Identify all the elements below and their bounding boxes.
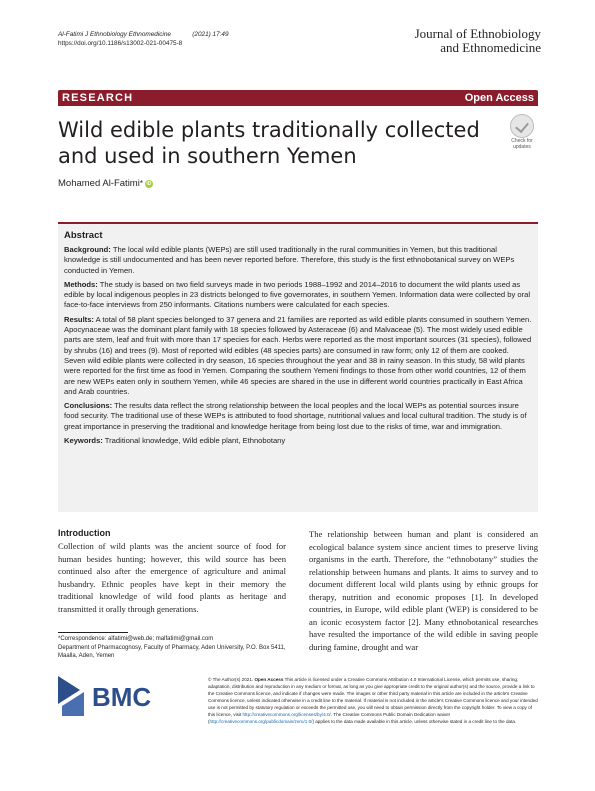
- check-for-updates-button[interactable]: [507, 114, 537, 152]
- methods-text: The study is based on two field surveys made in two periods 1988–1992 and 2014–2016 to document the wild plants used as edible by local indigenous peoples in 23 districts belonged to five governorates, in southern Yemen. Information data were collected by oral face-to-face interviews from 250 informants. Citations numbers were calculated for each species.: [64, 279, 531, 310]
- corresponding-mark: *: [139, 179, 143, 188]
- footnote: [58, 635, 288, 661]
- check-icon: [510, 114, 534, 138]
- journal-line2: and Ethnomedicine: [440, 40, 541, 55]
- abstract-heading: Abstract: [64, 230, 103, 241]
- bmc-logo-icon: [58, 676, 168, 716]
- check-updates-line1: Check for: [511, 138, 533, 144]
- introduction-heading: Introduction: [58, 528, 111, 538]
- correspondence-line: *Correspondence: alfatimi@web.de; malfatimi@gmail.com: [58, 636, 214, 642]
- abstract-box: [58, 222, 538, 512]
- conclusions-label: Conclusions:: [64, 401, 113, 411]
- author-line: [58, 178, 153, 189]
- affiliation-line: Department of Pharmacognosy, Faculty of Pharmacy, Aden University, P.O. Box 5411, Maalla, Aden, Yemen: [58, 644, 286, 659]
- license-link-cc-by[interactable]: http://creativecommons.org/licenses/by/4.0/: [242, 712, 331, 717]
- license-body-3: ) applies to the data made available in this article, unless otherwise stated in a credit line to the data.: [312, 719, 517, 724]
- open-access-label: Open Access: [464, 92, 534, 104]
- journal-line1: Journal of Ethnobiology: [414, 26, 541, 41]
- right-column: [309, 528, 538, 653]
- section-banner: [58, 90, 538, 106]
- journal-citation: Al-Fatimi J Ethnobiology Ethnomedicine: [58, 31, 171, 38]
- bmc-logo-text: BMC: [92, 682, 152, 712]
- license-text: [208, 676, 538, 725]
- check-updates-line2: updates: [513, 144, 531, 150]
- citation-line: [58, 30, 229, 39]
- bmc-logo: [58, 676, 168, 716]
- author-name[interactable]: Mohamed Al-Fatimi: [58, 178, 140, 189]
- license-link-cc-zero[interactable]: http://creativecommons.org/publicdomain/zero/1.0/: [209, 719, 313, 724]
- abstract-methods: [64, 280, 532, 311]
- orcid-icon[interactable]: iD: [146, 180, 152, 187]
- citation-year: (2021) 17:49: [192, 31, 229, 38]
- journal-logo-text: [415, 27, 541, 55]
- license-author: © The Author(s) 2021.: [208, 677, 254, 682]
- article-title: Wild edible plants traditionally collected and used in southern Yemen: [58, 118, 480, 168]
- background-text: The local wild edible plants (WEPs) are still used traditionally in the rural communities in Yemen, but this traditional knowledge is still undocumented and has been never reported before. Therefore, this study is the first ethnobotanical survey on WEPs conducted in Yemen.: [64, 245, 515, 275]
- abstract-background: [64, 245, 532, 276]
- license-body: This article is licensed under a Creative Commons Attribution 4.0 International License, which permits use, sharing, adaptation, distribution and reproduction in any medium or format, as long as you give appropriate credit to the original author(s) and the source, provide a link to the Creative Commons licence, and indicate if changes were made. The images or other third party material in this article are included in the article's Creative Commons licence, unless indicated otherwise in a credit line to the material. If material is not included in the article's Creative Commons licence and your intended use is not permitted by statutory regulation or exceeds the permitted use, you will need to obtain permission directly from the copyright holder. To view a copy of this licence, visit: [208, 677, 538, 717]
- keywords-label: Keywords:: [64, 436, 103, 446]
- license-body-2: . The Creative Commons Public Domain Dedication waiver (: [208, 712, 451, 724]
- introduction-paragraph-right: The relationship between human and plant is considered an ecological balance system since ancient times to preserve living organisms in the earth. Therefore, the “ethnobotany” studies the relationship between humans and plants. It aims to survey and to document different local wild plants using by ethnic groups for therapy, nutrition and economic proposes [1]. In developed countries, in Europe, wild edible plant (WEP) is considered to be an iconic ecosystem factor [2]. Many ethnobotanical researches have resulted the importance of the wild edible in saving people during famine, drought and war: [309, 529, 538, 652]
- keywords-text: Traditional knowledge, Wild edible plant, Ethnobotany: [102, 436, 286, 446]
- abstract-results: [64, 315, 532, 397]
- footnote-divider: [58, 632, 128, 633]
- license-open-access: Open Access: [253, 677, 284, 682]
- abstract-conclusions: [64, 401, 532, 432]
- methods-label: Methods:: [64, 279, 98, 289]
- header-meta: [58, 30, 229, 48]
- doi-link[interactable]: https://doi.org/10.1186/s13002-021-00475-8: [58, 40, 183, 47]
- introduction-paragraph-left: Collection of wild plants was the ancient source of food for human besides hunting; however, this wild source has been continued also after the emergence of agriculture and animal husbandry. Ethnic peoples have kept in their memory the traditional knowledge of wild food plants as heritage and transmitted it orally through generations.: [58, 541, 286, 614]
- abstract-keywords: [64, 436, 532, 446]
- results-label: Results:: [64, 314, 94, 324]
- conclusions-text: The results data reflect the strong relationship between the local peoples and the local WEPs as potential sources insure food security. The traditional use of these WEPs is attributed to food shortage, nutritional values and local cultural tradition. The study is of great importance in preserving the traditional and knowledge heritage from being lost due to the risks of time, war and immigration.: [64, 401, 527, 431]
- results-text: A total of 58 plant species belonged to 37 genera and 21 families are reported as wild edible plants consumed in southern Yemen. Apocynaceae was the dominant plant family with 18 species followed by Asteraceae (6) and Malvaceae (5). The most widely used edible parts are stem, leaf and fruit with more than 17 species for each. Herbs were reported as the most important sources (31 species), followed by shrubs (16) and trees (9). Most of reported wild edibles (48 species parts) are consumed in raw form; only 12 of them are cooked. Seven wild edible plants were collected in dry season, 16 species throughout the year and 38 in rainy season. In this study, 58 wild plants were reported for the first time as food in Yemen. Comparing the southern Yemeni findings to those from other world countries, 12 of them are new WEPs eaten only in southern Yemen, while 46 species are shared in the use in different world countries practically in East Africa and Arab countries.: [64, 314, 532, 396]
- background-label: Background:: [64, 245, 111, 254]
- left-column: [58, 528, 286, 615]
- section-label: RESEARCH: [62, 92, 134, 104]
